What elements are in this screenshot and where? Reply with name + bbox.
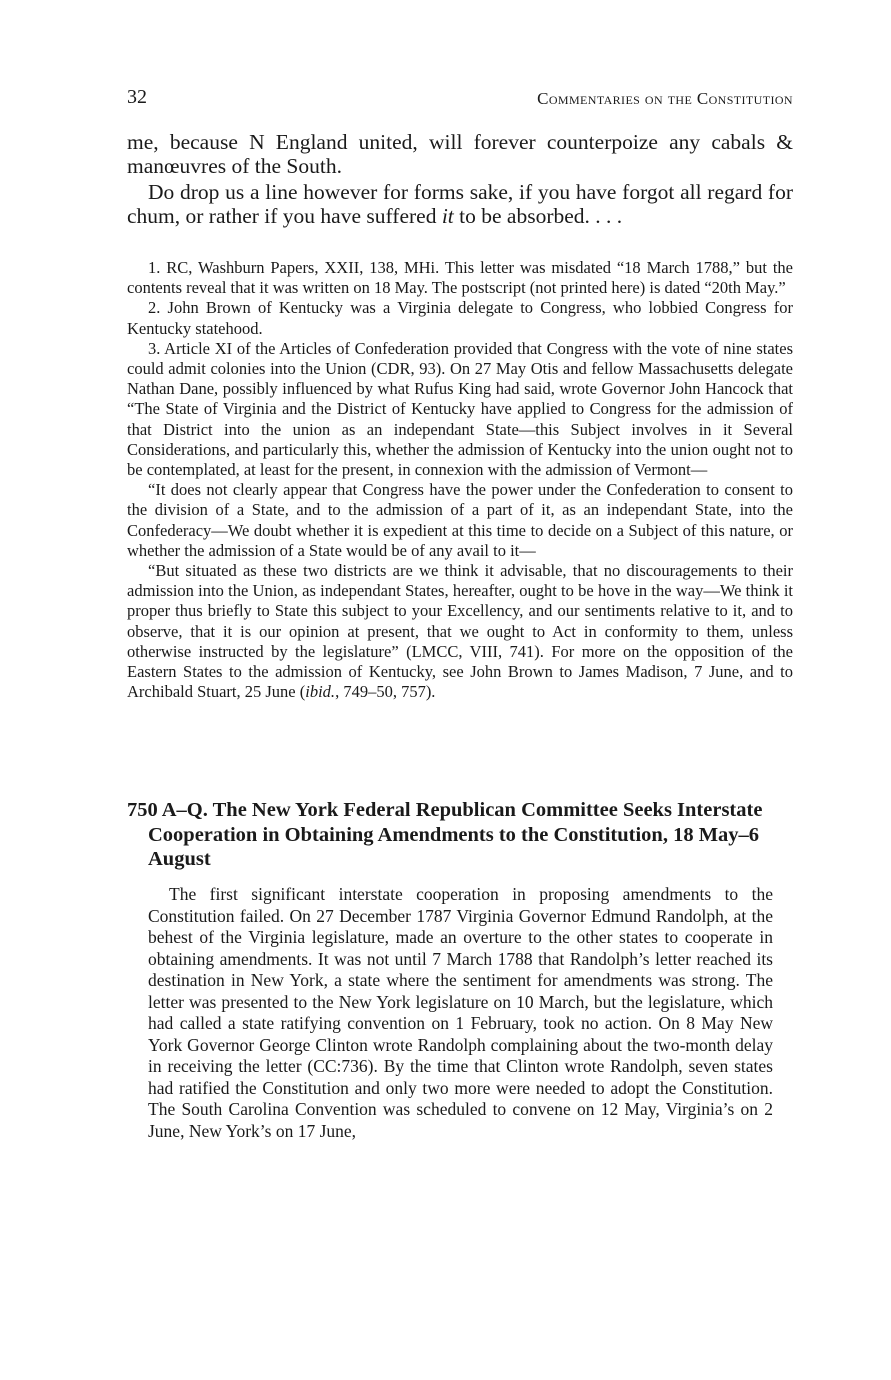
footnote-1: 1. RC, Washburn Papers, XXII, 138, MHi. This letter was misdated “18 March 1788,” but the contents reveal that it was written on 18 May. The postscript (not printed here) is dated “20th May.” [127, 258, 793, 298]
letter-paragraph-2-end: to be absorbed. . . . [453, 204, 623, 228]
running-head [127, 86, 793, 112]
letter-text [127, 130, 793, 228]
footnote-3-quote-2-italic: ibid. [305, 682, 336, 702]
footnote-3-quote-2-text: “But situated as these two districts are we think it advisable, that no discouragements to their admission into the Union, as independant States, hereafter, ought to be hove in the way—We think it proper thus briefly to State this subject to your Excellency, and our sentiments relative to it, and to observe, that it is our opinion at present, that we ought to Act in conformity to them, unless otherwise instructed by the legislature” (LMCC, VIII, 741). For more on the opposition of the Eastern States to the admission of Kentucky, see John Brown to James Madison, 7 June, and to Archibald Stuart, 25 June ( [127, 561, 793, 702]
document-heading [127, 798, 793, 872]
headnote-paragraph: The first significant interstate cooperation in proposing amendments to the Constitution failed. On 27 December 1787 Virginia Governor Edmund Randolph, at the behest of the Virginia legislature, made an overture to the other states to cooperate in obtaining amendments. It was not until 7 March 1788 that Randolph’s letter reached its destination in New York, a state where the sentiment for amendments was strong. The letter was presented to the New York legislature on 10 March, but the legislature, which had called a state ratifying convention on 1 February, took no action. On 8 May New York Governor George Clinton wrote Randolph complaining about the two-month delay in receiving the letter (CC:736). By the time that Clinton wrote Randolph, seven states had ratified the Constitution and only two more were needed to adopt the Constitution. The South Carolina Convention was scheduled to convene on 12 May, Virginia’s on 2 June, New York’s on 17 June, [148, 884, 773, 1141]
footnote-3-quote-2 [127, 561, 793, 702]
letter-paragraph-2-text: Do drop us a line however for forms sake, if you have forgot all regard for chum, or rather if you have suffered [127, 180, 793, 228]
document-heading-text: 750 A–Q. The New York Federal Republican Committee Seeks Interstate Cooperation in Obtaining Amendments to the Constitution, 18 May–6 August [127, 799, 763, 870]
letter-paragraph-1: me, because N England united, will forever counterpoize any cabals & manœuvres of the South. [127, 130, 793, 178]
footnotes [127, 258, 793, 702]
footnote-3: 3. Article XI of the Articles of Confederation provided that Congress with the vote of nine states could admit colonies into the Union (CDR, 93). On 27 May Otis and fellow Massachusetts delegate Nathan Dane, possibly influenced by what Rufus King had said, wrote Governor John Hancock that “The State of Virginia and the District of Kentucky have applied to Congress for the admission of that District into the union as an independant State—this Subject involves in it Several Considerations, and particularly this, whether the admission of Kentucky into the union ought not to be contemplated, at least for the present, in connexion with the admission of Vermont— [127, 338, 793, 480]
footnote-3-quote-1: “It does not clearly appear that Congress have the power under the Confederation to consent to the division of a State, and to the admission of a part of it, as an independant State, into the Confederacy—We doubt whether it is expedient at this time to decide on a Subject of this nature, or whether the admission of a State would be of any avail to it— [127, 480, 793, 560]
letter-paragraph-2-italic: it [441, 204, 454, 228]
page-number: 32 [127, 86, 147, 108]
footnote-2: 2. John Brown of Kentucky was a Virginia delegate to Congress, who lobbied Congress for Kentucky statehood. [127, 298, 793, 338]
footnote-3-quote-2-end: , 749–50, 757). [335, 682, 436, 702]
headnote [148, 884, 773, 1142]
letter-paragraph-2 [127, 180, 793, 228]
running-title: Commentaries on the Constitution [537, 89, 793, 108]
